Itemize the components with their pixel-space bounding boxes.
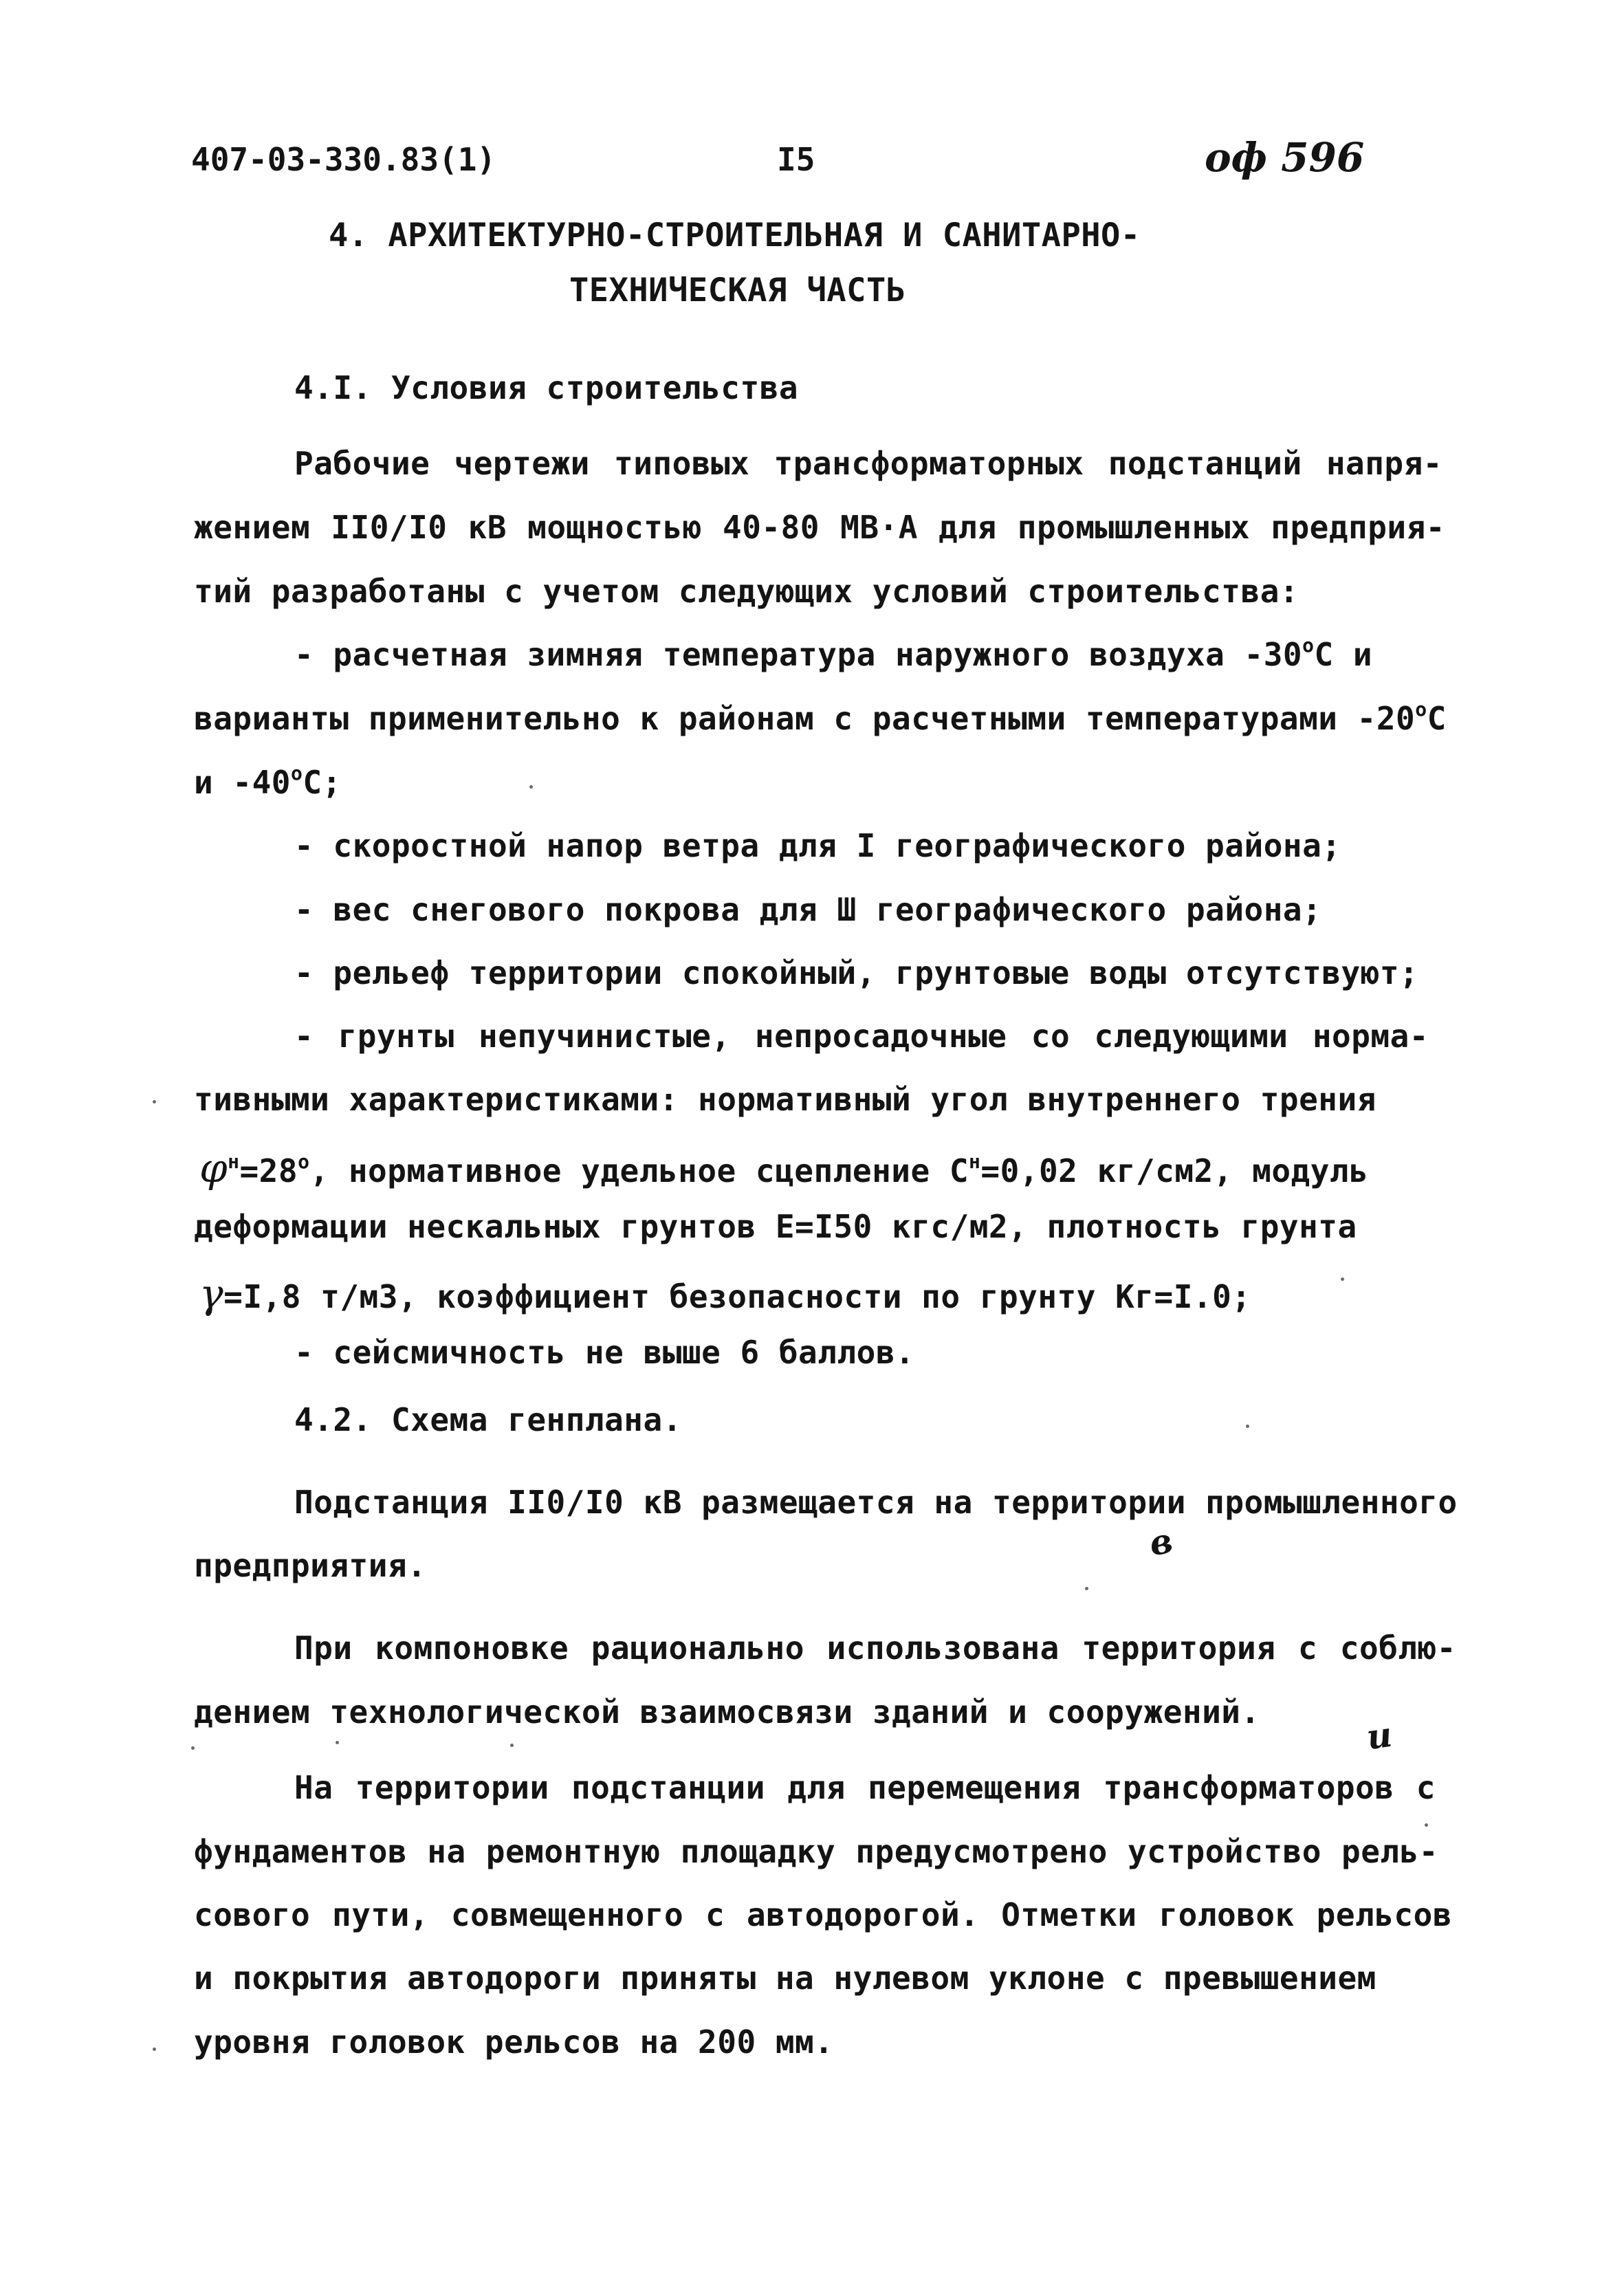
scan-speck bbox=[1425, 1823, 1428, 1827]
scan-speck bbox=[1341, 1277, 1344, 1281]
scan-speck bbox=[510, 1744, 514, 1747]
scan-speck bbox=[1246, 1425, 1249, 1428]
soil-item-line-4: деформации нескальных грунтов Е=I50 кгс/м2, плотность грунта bbox=[194, 1208, 1357, 1245]
paragraph-3-line-4: и покрытия автодороги приняты на нулевом уклоне с превышением bbox=[194, 1959, 1376, 1997]
gamma-symbol: γ bbox=[199, 1271, 224, 1317]
terrain-item: - рельеф территории спокойный, грунтовые воды отсутствуют; bbox=[294, 954, 1419, 991]
paragraph-3-line-1: На территории подстанции для перемещения трансформаторов с bbox=[294, 1769, 1436, 1806]
temperature-item-line-2: варианты применительно к районам с расчетными температурами $-20^оС$ bbox=[194, 698, 1447, 737]
paragraph-2-line-2: дением технологической взаимосвязи зданий и сооружений. bbox=[194, 1693, 1260, 1731]
scan-speck bbox=[153, 2047, 156, 2051]
document-code: 407-03-330.83(1) bbox=[191, 141, 496, 178]
handwritten-code: оф 596 bbox=[1205, 134, 1365, 181]
scan-speck bbox=[336, 1741, 339, 1744]
phi-symbol: φ bbox=[199, 1145, 228, 1192]
snow-load-item: - вес снегового покрова для Ш географического района; bbox=[294, 891, 1322, 928]
paragraph-3-line-3: сового пути, совмещенного с автодорогой. Отметки головок рельсов bbox=[194, 1896, 1452, 1933]
soil-item-line-2: тивными характеристиками: нормативный угол внутреннего трения bbox=[194, 1081, 1376, 1118]
intro-line-1: Рабочие чертежи типовых трансформаторных подстанций напря- bbox=[294, 445, 1442, 482]
seismic-item: - сейсмичность не выше 6 баллов. bbox=[294, 1334, 915, 1371]
soil-item-line-1: - грунты непучинистые, непросадочные со следующими норма- bbox=[294, 1018, 1429, 1055]
scan-speck bbox=[1085, 1587, 1088, 1590]
section-title-line-2: ТЕХНИЧЕСКАЯ ЧАСТЬ bbox=[569, 272, 906, 309]
intro-line-3: тий разработаны с учетом следующих условий строительства: bbox=[194, 573, 1299, 610]
scan-speck bbox=[153, 1100, 156, 1103]
handwritten-mark-v: в bbox=[1146, 1519, 1176, 1564]
soil-item-line-3: $\varphi^н=28^о$, нормативное удельное сцепление $С^н=0,02$ кг/см2, модуль bbox=[199, 1145, 1369, 1192]
temperature-item-line-3: и $-40^оС$; bbox=[194, 762, 342, 801]
paragraph-1-line-2: предприятия. bbox=[194, 1547, 427, 1584]
section-title-line-1: 4. АРХИТЕКТУРНО-СТРОИТЕЛЬНАЯ И САНИТАРНО- bbox=[329, 217, 1141, 254]
temperature-item-line-1: - расчетная зимняя температура наружного воздуха $-30^оС$ и bbox=[294, 634, 1373, 673]
scan-speck bbox=[529, 785, 533, 789]
subsection-1-title: 4.I. Условия строительства bbox=[294, 369, 799, 406]
paragraph-3-line-5: уровня головок рельсов на 200 мм. bbox=[194, 2023, 834, 2061]
soil-item-line-5: γ=I,8 т/м3, коэффициент безопасности по грунту Кг=I.0; bbox=[199, 1271, 1251, 1317]
paragraph-3-line-2: фундаментов на ремонтную площадку предусмотрено устройство рель- bbox=[194, 1833, 1438, 1870]
subsection-2-title: 4.2. Схема генплана. bbox=[294, 1401, 682, 1438]
wind-load-item: - скоростной напор ветра для I географического района; bbox=[294, 827, 1341, 864]
paragraph-2-line-1: При компоновке рационально использована территория с соблю- bbox=[294, 1629, 1456, 1667]
paragraph-1-line-1: Подстанция II0/I0 кВ размещается на территории промышленного bbox=[294, 1484, 1458, 1521]
scan-speck bbox=[191, 1746, 195, 1750]
handwritten-mark-i: и bbox=[1364, 1713, 1395, 1758]
page-number: I5 bbox=[777, 141, 815, 178]
intro-line-2: жением II0/I0 кВ мощностью 40-80 МВ·А для промышленных предприя- bbox=[194, 509, 1445, 546]
